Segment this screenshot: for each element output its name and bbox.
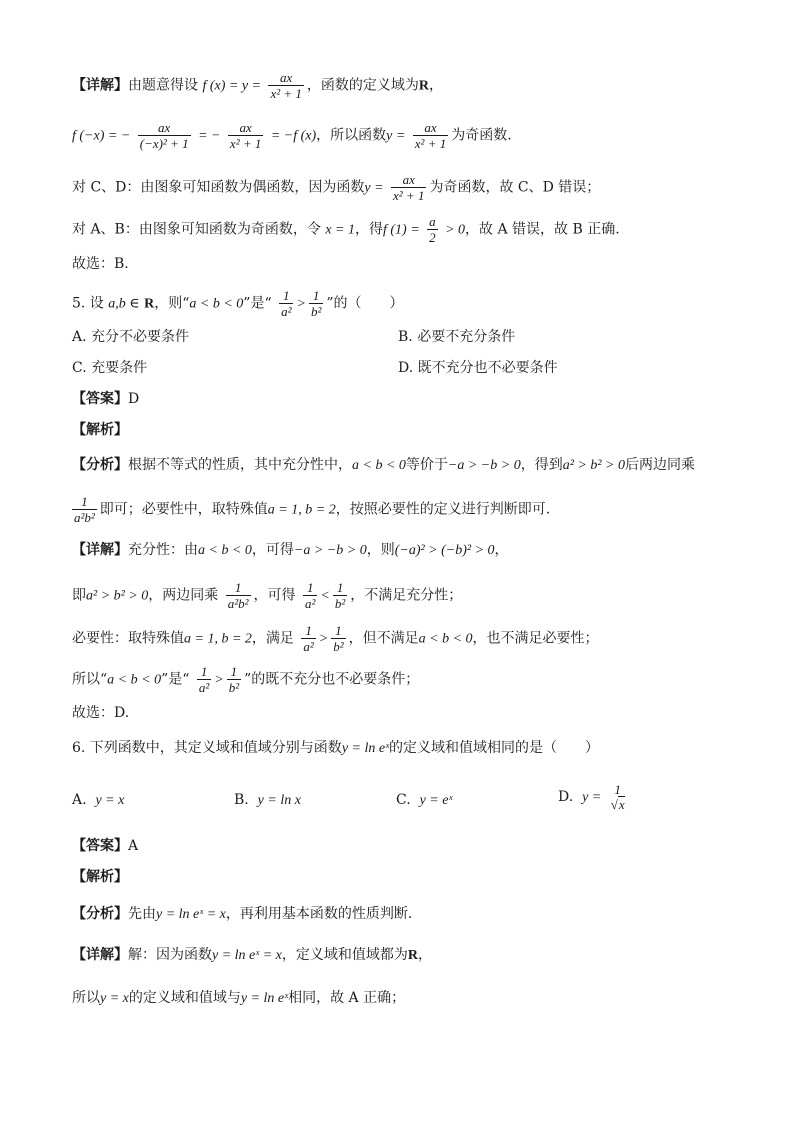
q5-detail-line1: 【详解】充分性：由a < b < 0，可得−a > −b > 0，则(−a)² > (−b)² > 0，	[72, 542, 509, 558]
fraction: $\frac{ax}{\text{x² + 1}}$	[270, 70, 302, 101]
odd-function-line: f (−x) = − $\frac{ax}{\text{(−x)² + 1}}$ = − $\frac{ax}{\text{x² + 1}}$ = −f (x)，所以函数y = $\frac{ax}{\text{x² + 1}}$ 为奇函数.	[72, 120, 512, 151]
fraction: $\frac{ax}{\text{(−x)² + 1}}$	[139, 120, 189, 151]
q5-detail-line4: 所以“a < b < 0”是“ $\frac{1}{\text{a²}}$ > $\frac{1}{\text{b²}}$ ”的既不充分也不必要条件；	[72, 664, 420, 695]
fraction: $\frac{ax}{\text{x² + 1}}$	[414, 120, 447, 151]
q6-detail-line2: 所以y = x的定义域和值域与y = ln eˣ相同，故 A 正确；	[72, 990, 406, 1006]
q5-option-c: C. 充要条件	[72, 360, 148, 376]
fraction: $\frac{1}{\text{a²}}$	[281, 288, 292, 319]
question-5-stem: 5. 设 a,b ∈ R，则“a < b < 0”是“ $\frac{1}{\text{a²}}$ > $\frac{1}{\text{b²}}$ ”的（ ）	[72, 288, 404, 319]
detail-tag: 【详解】	[72, 77, 128, 94]
answer-q4: 故选：B.	[72, 256, 129, 272]
q6-analysis-tag: 【解析】	[72, 869, 128, 885]
q5-option-b: B. 必要不充分条件	[398, 329, 516, 345]
option-cd-line: 对 C、D：由图象可知函数为偶函数，因为函数y = $\frac{ax}{\text{x² + 1}}$ 为奇函数，故 C、D 错误；	[72, 172, 601, 203]
fraction: $\frac{ax}{\text{x² + 1}}$	[229, 120, 262, 151]
fraction: $\frac{ax}{\text{x² + 1}}$	[393, 172, 425, 203]
q6-answer: 【答案】A	[72, 838, 139, 854]
q6-option-c: C. y = eˣ	[396, 792, 453, 808]
fraction: 1 √x	[610, 782, 625, 812]
q5-detail-line2: 即a² > b² > 0，两边同乘 $\frac{1}{\text{a²b²}}$ ，可得 $\frac{1}{\text{a²}}$ < $\frac{1}{\text{b²}}$ ，不满足充分性；	[72, 580, 463, 611]
q5-detail-line3: 必要性：取特殊值a = 1, b = 2，满足 $\frac{1}{\text{a²}}$ > $\frac{1}{\text{b²}}$ ，但不满足a < b < 0，也不满足必要性；	[72, 623, 599, 654]
q5-final-answer: 故选：D.	[72, 705, 130, 721]
q6-fenxi: 【分析】先由y = ln eˣ = x，再利用基本函数的性质判断.	[72, 906, 413, 922]
q6-option-b: B. y = ln x	[234, 792, 301, 808]
sqrt-icon: √	[610, 797, 618, 812]
fraction: $\frac{1}{\text{b²}}$	[334, 580, 346, 611]
question-6-stem: 6. 下列函数中，其定义域和值域分别与函数y = ln eˣ的定义域和值域相同的是（ ）	[72, 740, 600, 756]
q5-answer: 【答案】D	[72, 391, 140, 407]
q5-fenxi-line2: $\frac{1}{\text{a²b²}}$ 即可；必要性中，取特殊值a = 1, b = 2，按照必要性的定义进行判断即可.	[74, 494, 551, 525]
q6-option-a: A. y = x	[72, 792, 125, 808]
q6-detail-line1: 【详解】解：因为函数y = ln eˣ = x，定义域和值域都为R，	[72, 947, 433, 963]
q5-option-d: D. 既不充分也不必要条件	[398, 360, 558, 376]
fraction: $\frac{1}{\text{a²}}$	[305, 580, 316, 611]
fraction: $\frac{1}{\text{b²}}$	[228, 664, 240, 695]
q5-analysis-tag: 【解析】	[72, 422, 128, 438]
fraction: $\frac{1}{\text{a²}}$	[198, 664, 210, 695]
answer-tag: 【答案】	[72, 391, 128, 407]
q6-option-d: D. y = 1 √x	[558, 782, 625, 812]
fraction: $\frac{1}{\text{b²}}$	[310, 288, 322, 319]
intro-line: 【详解】由题意得设 f (x) = y = $\frac{ax}{\text{x² + 1}}$ ，函数的定义域为R，	[72, 70, 444, 101]
fraction: $\frac{1}{\text{b²}}$	[333, 623, 344, 654]
q5-option-a: A. 充分不必要条件	[72, 329, 190, 345]
option-ab-line: 对 A、B：由图象可知函数为奇函数，令 x = 1，得f (1) = $\frac{a}{2}$ > 0，故 A 错误，故 B 正确.	[72, 214, 620, 245]
fraction: $\frac{a}{2}$	[429, 214, 436, 245]
fraction: $\frac{1}{\text{a²}}$	[303, 623, 314, 654]
q5-fenxi-line1: 【分析】根据不等式的性质，其中充分性中，a < b < 0等价于−a > −b > 0，得到a² > b² > 0后两边同乘	[72, 457, 695, 473]
fraction: $\frac{1}{\text{a²b²}}$	[227, 580, 249, 611]
fraction: $\frac{1}{\text{a²b²}}$	[74, 494, 95, 525]
